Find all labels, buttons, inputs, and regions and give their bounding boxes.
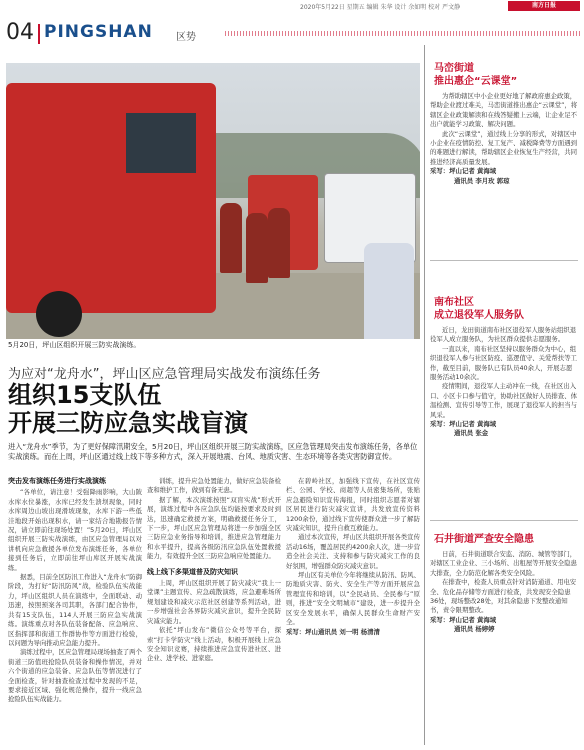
- byline: 通讯员 李月玫 郭琼: [454, 176, 510, 185]
- byline: 采写：坪山记者 黄海域: [430, 615, 497, 624]
- rescuer-figure: [220, 203, 242, 273]
- byline: 采写：坪山通讯员 刘一明 杨清清: [286, 627, 380, 636]
- column-heading: 线上线下多渠道普及防灾知识: [147, 567, 238, 576]
- fire-truck: [6, 83, 216, 313]
- paragraph: 日前，石井街道联合安监、消防、城管等部门，对辖区工业企业、三小场所、出租屋等开展安全隐患大排查，全力防范化解各类安全风险。: [430, 550, 577, 577]
- paragraph: 为帮助辖区中小企业更好地了解政府惠企政策，帮助企业渡过难关，马峦街道推出惠企“云课堂”，将辖区企业政策解读和在线答疑搬上云端，让企业足不出户就能学习政策、解决问题。: [430, 92, 578, 129]
- officer-figure: [364, 243, 414, 339]
- paragraph: 在排查中，检查人员重点针对消防通道、用电安全、危化品存储等方面进行检查，共发现安全隐患36处，现场整改28处，对其余隐患下发整改通知书，责令限期整改。: [430, 578, 577, 615]
- paragraph: 演练过程中，区应急管理局现场抽查了两个街道三防值班抢险队员装备和操作情况，并对六个街道的应急装备、应急队伍等情况进行了全面检查，针对抽查检查过程中发现的不足，要求接近区域、强化规范操作，提升一线应急抢险队伍实战能力。: [8, 648, 142, 704]
- paragraph: 依托“坪山发布”微信公众号等平台，探索“打卡学防灾”线上活动，积极开展线上应急安全知识竞赛，持续推进应急宣传进社区、进企业、进学校、进家庭。: [147, 626, 281, 663]
- story1-body: [430, 92, 578, 252]
- page-meta: 2020年5月22日 星期五 编辑 朱华 设计 余如明 校对 严文静: [300, 4, 461, 11]
- story2-body: [430, 326, 578, 512]
- section-title: PINGSHAN: [44, 22, 153, 42]
- paragraph: “各单位，请注意！受强降雨影响，大山陂水库水位暴涨，水库已经发生溃坝现象，同时水库周边山坡出现滑坡现象，水库下游一些低洼地段开始出现积水，请一家结合地勘报告情况，请立即前往现场处置！”5月20日，坪山区组织开展三防实战演练，由区应急管理局以对讲机向应急救援各单位发布演练任务，各单位接到任务后，立即前往坪山库区开展实战演练。: [8, 488, 142, 572]
- paragraph: 一直以来，南布社区坚持以服务群众为中心，组织退役军人参与社区防疫、巡逻值守、关爱帮扶等工作，截至目前，服务队已有队员40余人，开展志愿服务活动10余次。: [430, 344, 577, 382]
- article-kicker: 为应对“龙舟水”，坪山区应急管理局实战发布演练任务: [8, 367, 321, 382]
- column-heading: 突击发布演练任务进行实战演练: [8, 477, 106, 485]
- truck-wheel: [36, 291, 82, 337]
- newspaper-logo: 南方日报: [508, 1, 580, 11]
- headline-line-2: 开展三防应急实战盲演: [8, 409, 248, 437]
- story1-title: [434, 62, 517, 88]
- story2-title: [434, 296, 524, 322]
- byline: 通讯员 张金: [454, 429, 489, 438]
- paragraph: 上周，坪山区组织开展了防灾减灾“我上一堂课”主题宣传、应急疏散演练，应急避难场所规划建设和减灾示范社区创建等系列活动，进一步增强社会各界防灾减灾意识，提升全民防灾减灾能力。: [147, 579, 281, 625]
- paragraph: 坪山区有关单位今年将继续从防汛、防风、防地质灾害、防火、安全生产等方面开展应急管理宣传和培训，以“全民动员、全民参与”原则，推进“安全文明城市”建设，进一步提升全区安全发展水平，确保人民群众生命财产安全。: [286, 571, 420, 627]
- story1-title-line1: 马峦街道: [434, 63, 474, 74]
- story1-title-line2: 推出惠企“云课堂”: [434, 76, 518, 87]
- paragraph: 通过本次宣传，坪山区共组织开展各类宣传活动16场，覆盖居民约4200余人次，进一步营造全社会关注、支持和参与防灾减灾工作的良好氛围，增强群众防灾减灾意识。: [286, 533, 420, 570]
- paragraph: 在碧岭社区，加强线下宣传，在社区宣传栏、公园、学校、商超等人员密集场所，张贴应急避险知识宣传海报，同时组织志愿者对辖区居民进行防灾减灾宣讲，共发放宣传资料1200余份，通过线下宣传使群众进一步了解防灾减灾知识，提升自救互救能力。: [286, 477, 420, 533]
- byline: 采写：坪山记者 黄海域: [430, 167, 497, 176]
- paragraph: 疫情期间，退役军人主动冲在一线，在社区出入口、小区卡口参与值守，协助社区做好人员排查、体温检测、宣传引导等工作，展现了退役军人的担当与风采。: [430, 382, 577, 419]
- story-separator: [430, 520, 578, 521]
- story2-title-line1: 南布社区: [434, 297, 474, 308]
- story2-title-line2: 成立退役军人服务队: [434, 310, 524, 321]
- paragraph: 据悉，目前全区防汛工作进入“龙舟水”防御阶段，为打好“防汛防风”战，检验队伍实战能力，坪山区组织人员在演练中，全面联动、动迅速，按照预案各司其职，各部门配合协作，共有15支队伍，114人开展三防应急实战演练。演练重点对各队伍装备配备、应急响应、区指挥部和街道工作群协作等方面进行检验，以问题为导向推动应急能力提升。: [8, 573, 142, 647]
- byline: 通讯员 杨婷婷: [454, 625, 495, 634]
- header-stripe: [225, 31, 580, 36]
- paragraph: 训练，提升应急处置能力，做好应急装备检查和维护工作，做到有备无患。: [147, 477, 281, 495]
- article-column-3: [286, 477, 420, 745]
- story-separator: [430, 260, 578, 261]
- headline-line-1: 组织15支队伍: [8, 381, 162, 409]
- article-intro: 进入“龙舟水”季节，为了更好保障汛期安全，5月20日，坪山区组织开展三防实战演练，区应急管理局突击发布演练任务，各单位实战演练。而在上周，坪山区通过线上线下等多种方式，深入开展地震、台风、地质灾害、生态环境等各类灾害防御宣传。: [8, 442, 418, 461]
- story3-body: [430, 550, 578, 745]
- header-divider: [38, 24, 40, 44]
- truck-window: [126, 113, 196, 173]
- column-divider: [424, 45, 425, 745]
- paragraph: 此次“云课堂”，通过线上分享的形式，对辖区中小企业在疫情防控、复工复产、减税降费等方面遇到的难题进行解读，帮助辖区企业恢复生产经营，共同推进经济高质量发展。: [430, 129, 577, 166]
- paragraph: 据了解，本次演练按照“双盲实战”形式开展，演练过程中各应急队伍均能按要求及时到达，迅速确定救援方案，明确救援任务分工，下一步，坪山区应急管理局将进一步加强全区三防应急业务指导和培训，推进应急管理能力和水平提升，提高各级防汛应急队伍处置救援能力，有效提升全区三防应急响应处置能力。: [147, 495, 281, 561]
- news-photo: [6, 63, 420, 339]
- section-subtitle: 区势: [176, 32, 196, 43]
- story3-title: 石井街道严查安全隐患: [434, 534, 534, 545]
- byline: 采写：坪山记者 黄海域: [430, 420, 497, 429]
- page-number: 04: [6, 20, 34, 45]
- article-column-1: [8, 477, 142, 745]
- article-column-2: [147, 477, 281, 745]
- rescuer-figure: [246, 213, 268, 283]
- rescuer-figure: [268, 208, 290, 278]
- paragraph: 近日，龙田街道南布社区退役军人服务站组织退役军人成立服务队，为社区群众提供志愿服务。: [430, 326, 577, 344]
- photo-caption: 5月20日，坪山区组织开展三防实战演练。: [8, 341, 141, 349]
- article-headline: [8, 381, 248, 437]
